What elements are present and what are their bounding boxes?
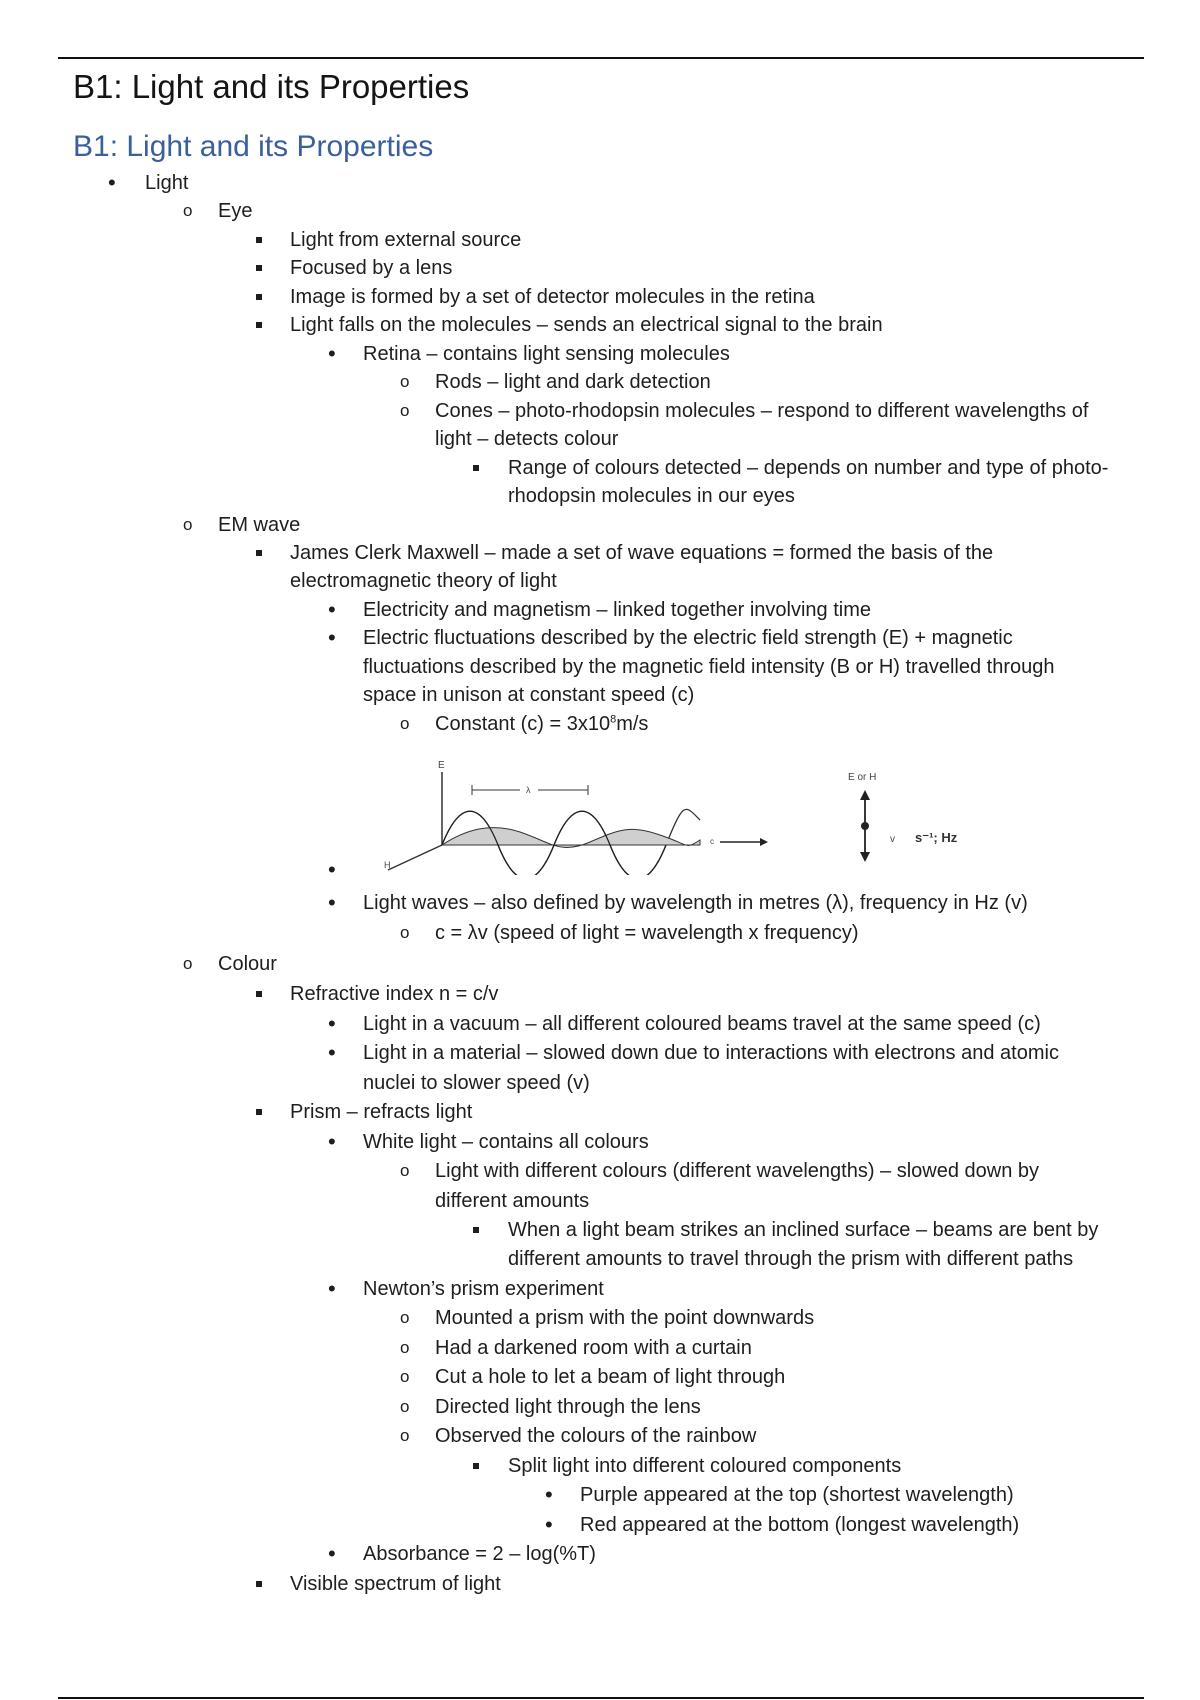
outline-item: Retina – contains light sensing molecules xyxy=(363,343,730,365)
outline-item: Red appeared at the bottom (longest wavelength) xyxy=(580,1514,1020,1536)
bullet-disc xyxy=(328,596,336,627)
bullet-square xyxy=(256,265,262,271)
page-title: B1: Light and its Properties xyxy=(73,68,470,105)
bullet-disc xyxy=(328,340,336,371)
bullet-square xyxy=(256,322,262,328)
bullet-square xyxy=(473,1227,479,1233)
magnetic-wave xyxy=(442,828,700,848)
nu-label: v xyxy=(890,834,895,845)
bullet-disc xyxy=(328,1540,336,1571)
bullet-circle xyxy=(183,950,192,979)
bullet-disc xyxy=(545,1511,553,1542)
outline-item-continuation: electromagnetic theory of light xyxy=(290,570,557,592)
bullet-circle xyxy=(183,511,192,540)
outline-item-continuation: fluctuations described by the magnetic field intensity (B or H) travelled through xyxy=(363,656,1055,678)
outline-item-continuation: nuclei to slower speed (v) xyxy=(363,1072,590,1094)
bullet-circle xyxy=(183,197,192,226)
bullet-square xyxy=(256,294,262,300)
outline-item: Light in a vacuum – all different coloured beams travel at the same speed (c) xyxy=(363,1013,1041,1035)
top-rule xyxy=(58,57,1144,59)
outline-item: Directed light through the lens xyxy=(435,1396,701,1418)
bullet-square xyxy=(256,237,262,243)
outline-item-continuation: different amounts xyxy=(435,1190,590,1212)
outline-item: Range of colours detected – depends on number and type of photo- xyxy=(508,457,1109,479)
outline-item: Observed the colours of the rainbow xyxy=(435,1425,757,1447)
bullet-circle xyxy=(400,368,409,397)
bullet-square xyxy=(256,1109,262,1115)
outline-item: Light with different colours (different wavelengths) – slowed down by xyxy=(435,1160,1040,1182)
em-wave-diagram xyxy=(380,760,980,875)
outline-item: Rods – light and dark detection xyxy=(435,371,711,393)
bullet-circle xyxy=(400,397,409,426)
bullet-square xyxy=(473,1463,479,1469)
outline-item: Split light into different coloured components xyxy=(508,1455,902,1477)
bullet-circle xyxy=(400,1422,409,1451)
bullet-disc xyxy=(328,856,336,887)
bullet-circle xyxy=(400,1393,409,1422)
outline-item: Electric fluctuations described by the electric field strength (E) + magnetic xyxy=(363,627,1013,649)
outline-item-light: Light xyxy=(145,172,189,194)
e-or-h-label: E or H xyxy=(848,772,877,783)
outline-item: Absorbance = 2 – log(%T) xyxy=(363,1543,596,1565)
e-axis-label: E xyxy=(438,760,445,771)
constant-suffix: m/s xyxy=(616,713,649,735)
bullet-square xyxy=(256,1581,262,1587)
outline-item: Cut a hole to let a beam of light through xyxy=(435,1366,786,1388)
bullet-disc xyxy=(545,1481,553,1512)
bullet-disc xyxy=(328,1039,336,1070)
bullet-circle xyxy=(400,1304,409,1333)
constant-exponent: 8 xyxy=(610,713,617,726)
outline-item: When a light beam strikes an inclined surface – beams are bent by xyxy=(508,1219,1099,1241)
bullet-square xyxy=(256,550,262,556)
outline-item-continuation: different amounts to travel through the prism with different paths xyxy=(508,1248,1074,1270)
outline-item: James Clerk Maxwell – made a set of wave equations = formed the basis of the xyxy=(290,542,994,564)
outline-item: Focused by a lens xyxy=(290,257,453,279)
outline-item: Mounted a prism with the point downwards xyxy=(435,1307,815,1329)
section-heading: B1: Light and its Properties xyxy=(73,130,434,163)
h-axis xyxy=(388,845,442,870)
c-arrowhead xyxy=(760,838,768,846)
oscillation-arrow-down xyxy=(860,852,870,862)
outline-item-colour: Colour xyxy=(218,953,277,975)
outline-item: Light waves – also defined by wavelength in metres (λ), frequency in Hz (v) xyxy=(363,892,1028,914)
outline-item-prism: Prism – refracts light xyxy=(290,1101,473,1123)
bullet-disc xyxy=(328,1010,336,1041)
bullet-square xyxy=(256,991,262,997)
constant-line xyxy=(435,710,648,738)
constant-prefix: Constant (c) = 3x10 xyxy=(435,713,611,735)
outline-item: Newton’s prism experiment xyxy=(363,1278,604,1300)
bullet-square xyxy=(473,465,479,471)
outline-item: Light in a material – slowed down due to interactions with electrons and atomic xyxy=(363,1042,1059,1064)
outline-item-em-wave: EM wave xyxy=(218,514,301,536)
outline-item: Purple appeared at the top (shortest wavelength) xyxy=(580,1484,1014,1506)
outline-item: Light from external source xyxy=(290,229,522,251)
bullet-circle xyxy=(400,1363,409,1392)
outline-item: c = λv (speed of light = wavelength x frequency) xyxy=(435,922,859,944)
bullet-circle xyxy=(400,710,409,739)
outline-item-continuation: light – detects colour xyxy=(435,428,619,450)
units-label: s⁻¹; Hz xyxy=(915,830,958,845)
outline-item-eye: Eye xyxy=(218,200,253,222)
outline-item: Electricity and magnetism – linked together involving time xyxy=(363,599,872,621)
bullet-disc xyxy=(328,1128,336,1159)
outline-item: Had a darkened room with a curtain xyxy=(435,1337,752,1359)
outline-item: Visible spectrum of light xyxy=(290,1573,501,1595)
oscillation-point xyxy=(861,822,869,830)
bullet-disc xyxy=(108,169,116,200)
outline-item: Cones – photo-rhodopsin molecules – respond to different wavelengths of xyxy=(435,400,1089,422)
bullet-circle xyxy=(400,919,409,948)
outline-item-continuation: space in unison at constant speed (c) xyxy=(363,684,695,706)
outline-item: Refractive index n = c/v xyxy=(290,983,499,1005)
outline-item: Image is formed by a set of detector molecules in the retina xyxy=(290,286,815,308)
bullet-circle xyxy=(400,1334,409,1363)
bullet-disc xyxy=(328,889,336,920)
outline-item: White light – contains all colours xyxy=(363,1131,649,1153)
bottom-rule xyxy=(58,1697,1144,1699)
h-axis-label: H xyxy=(384,860,391,870)
bullet-disc xyxy=(328,624,336,655)
bullet-disc xyxy=(328,1275,336,1306)
lambda-label: λ xyxy=(526,785,531,795)
outline-item: Light falls on the molecules – sends an electrical signal to the brain xyxy=(290,314,883,336)
c-label: c xyxy=(710,837,714,846)
outline-item-continuation: rhodopsin molecules in our eyes xyxy=(508,485,795,507)
bullet-circle xyxy=(400,1157,409,1186)
oscillation-arrow-up xyxy=(860,790,870,800)
